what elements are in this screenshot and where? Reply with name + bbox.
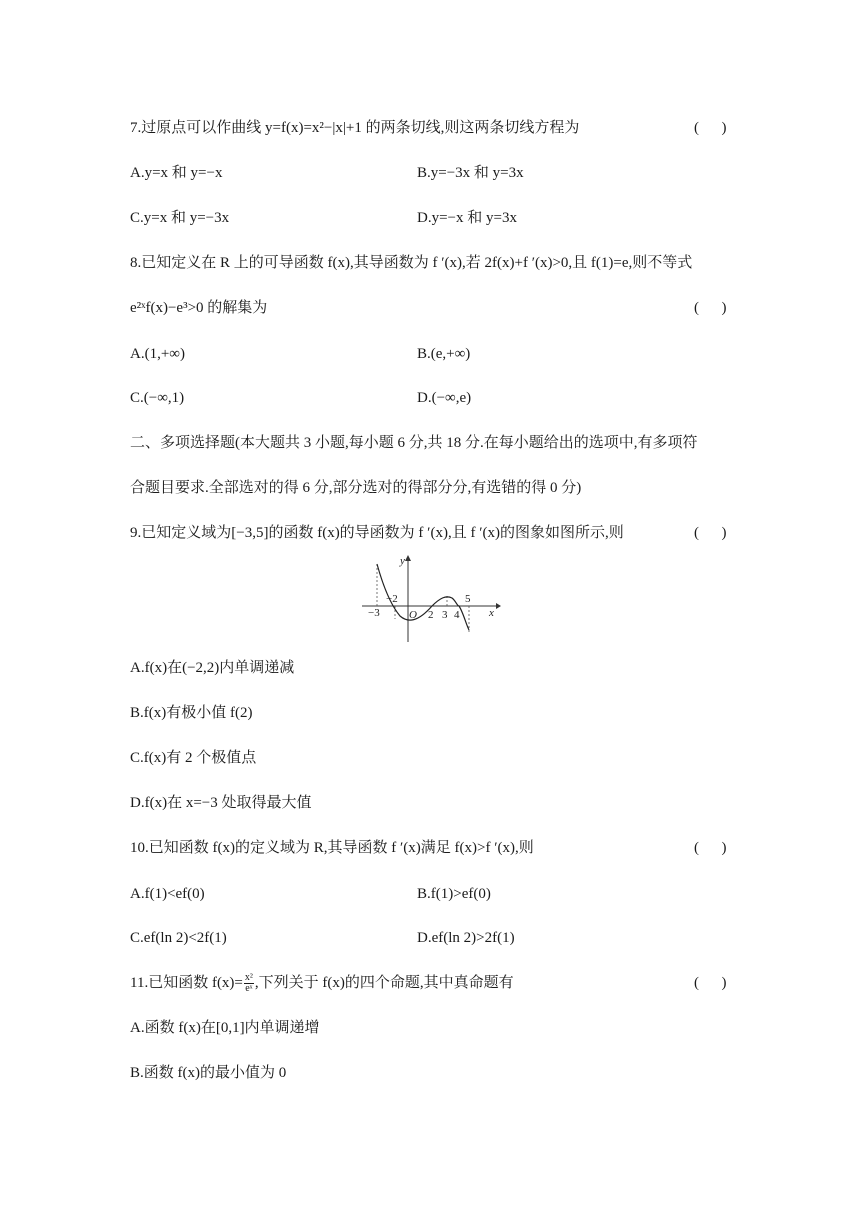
tick-label-5: 5 xyxy=(465,593,471,605)
q8-option-d: D.(−∞,e) xyxy=(417,390,472,406)
q9-option-a: A.f(x)在(−2,2)内单调递减 xyxy=(130,660,295,676)
q7-answer-paren: ( ) xyxy=(694,120,727,136)
q11-answer-paren: ( ) xyxy=(694,975,727,991)
q11-stem xyxy=(130,973,514,994)
x-axis-arrow xyxy=(496,603,501,609)
q10-answer-paren: ( ) xyxy=(694,840,727,856)
origin-label: O xyxy=(409,609,417,621)
q8-option-b: B.(e,+∞) xyxy=(417,346,471,362)
q9-stem: 9.已知定义域为[−3,5]的函数 f(x)的导函数为 f ′(x),且 f ′(x)的图象如图所示,则 xyxy=(130,525,624,541)
q7-option-b: B.y=−3x 和 y=3x xyxy=(417,165,524,181)
q7-option-c: C.y=x 和 y=−3x xyxy=(130,210,230,226)
q11-fraction-denominator: eˣ xyxy=(245,983,253,995)
q8-option-a: A.(1,+∞) xyxy=(130,346,185,362)
section2-heading-line2: 合题目要求.全部选对的得 6 分,部分选对的得部分分,有选错的得 0 分) xyxy=(130,480,582,496)
tick-label-neg2: −2 xyxy=(386,593,398,605)
q11-option-b: B.函数 f(x)的最小值为 0 xyxy=(130,1065,287,1081)
section2-heading-line1: 二、多项选择题(本大题共 3 小题,每小题 6 分,共 18 分.在每小题给出的选项中,有多项符 xyxy=(130,435,698,451)
q7-option-a: A.y=x 和 y=−x xyxy=(130,165,223,181)
x-axis-label: x xyxy=(489,607,494,619)
q10-option-c: C.ef(ln 2)<2f(1) xyxy=(130,930,227,946)
q10-option-d: D.ef(ln 2)>2f(1) xyxy=(417,930,515,946)
q7-option-d: D.y=−x 和 y=3x xyxy=(417,210,517,226)
tick-label-neg3: −3 xyxy=(368,607,380,619)
q8-option-c: C.(−∞,1) xyxy=(130,390,185,406)
q9-option-b: B.f(x)有极小值 f(2) xyxy=(130,705,253,721)
q9-answer-paren: ( ) xyxy=(694,525,727,541)
q8-stem-line2: e²ˣf(x)−e³>0 的解集为 xyxy=(130,300,268,316)
q11-fraction-numerator: x² xyxy=(244,972,253,984)
q10-option-b: B.f(1)>ef(0) xyxy=(417,886,491,902)
tick-label-3: 3 xyxy=(442,609,448,621)
q8-answer-paren: ( ) xyxy=(694,300,727,316)
q11-option-a: A.函数 f(x)在[0,1]内单调递增 xyxy=(130,1020,320,1036)
tick-label-4: 4 xyxy=(454,609,460,621)
q11-stem-suffix: ,下列关于 f(x)的四个命题,其中真命题有 xyxy=(254,975,514,991)
tick-label-2: 2 xyxy=(428,609,434,621)
q10-stem: 10.已知函数 f(x)的定义域为 R,其导函数 f ′(x)满足 f(x)>f ′(x),则 xyxy=(130,840,534,856)
q10-option-a: A.f(1)<ef(0) xyxy=(130,886,205,902)
q7-stem: 7.过原点可以作曲线 y=f(x)=x²−|x|+1 的两条切线,则这两条切线方程为 xyxy=(130,120,580,136)
y-axis-arrow xyxy=(405,555,411,561)
q9-option-d: D.f(x)在 x=−3 处取得最大值 xyxy=(130,795,312,811)
q9-option-c: C.f(x)有 2 个极值点 xyxy=(130,750,257,766)
q11-stem-prefix: 11.已知函数 f(x)= xyxy=(130,975,243,991)
q8-stem-line1: 8.已知定义在 R 上的可导函数 f(x),其导函数为 f ′(x),若 2f(x)+f ′(x)>0,且 f(1)=e,则不等式 xyxy=(130,255,693,271)
y-axis-label: y xyxy=(400,555,405,567)
q11-fraction xyxy=(244,973,254,994)
q9-derivative-graph xyxy=(360,552,502,644)
